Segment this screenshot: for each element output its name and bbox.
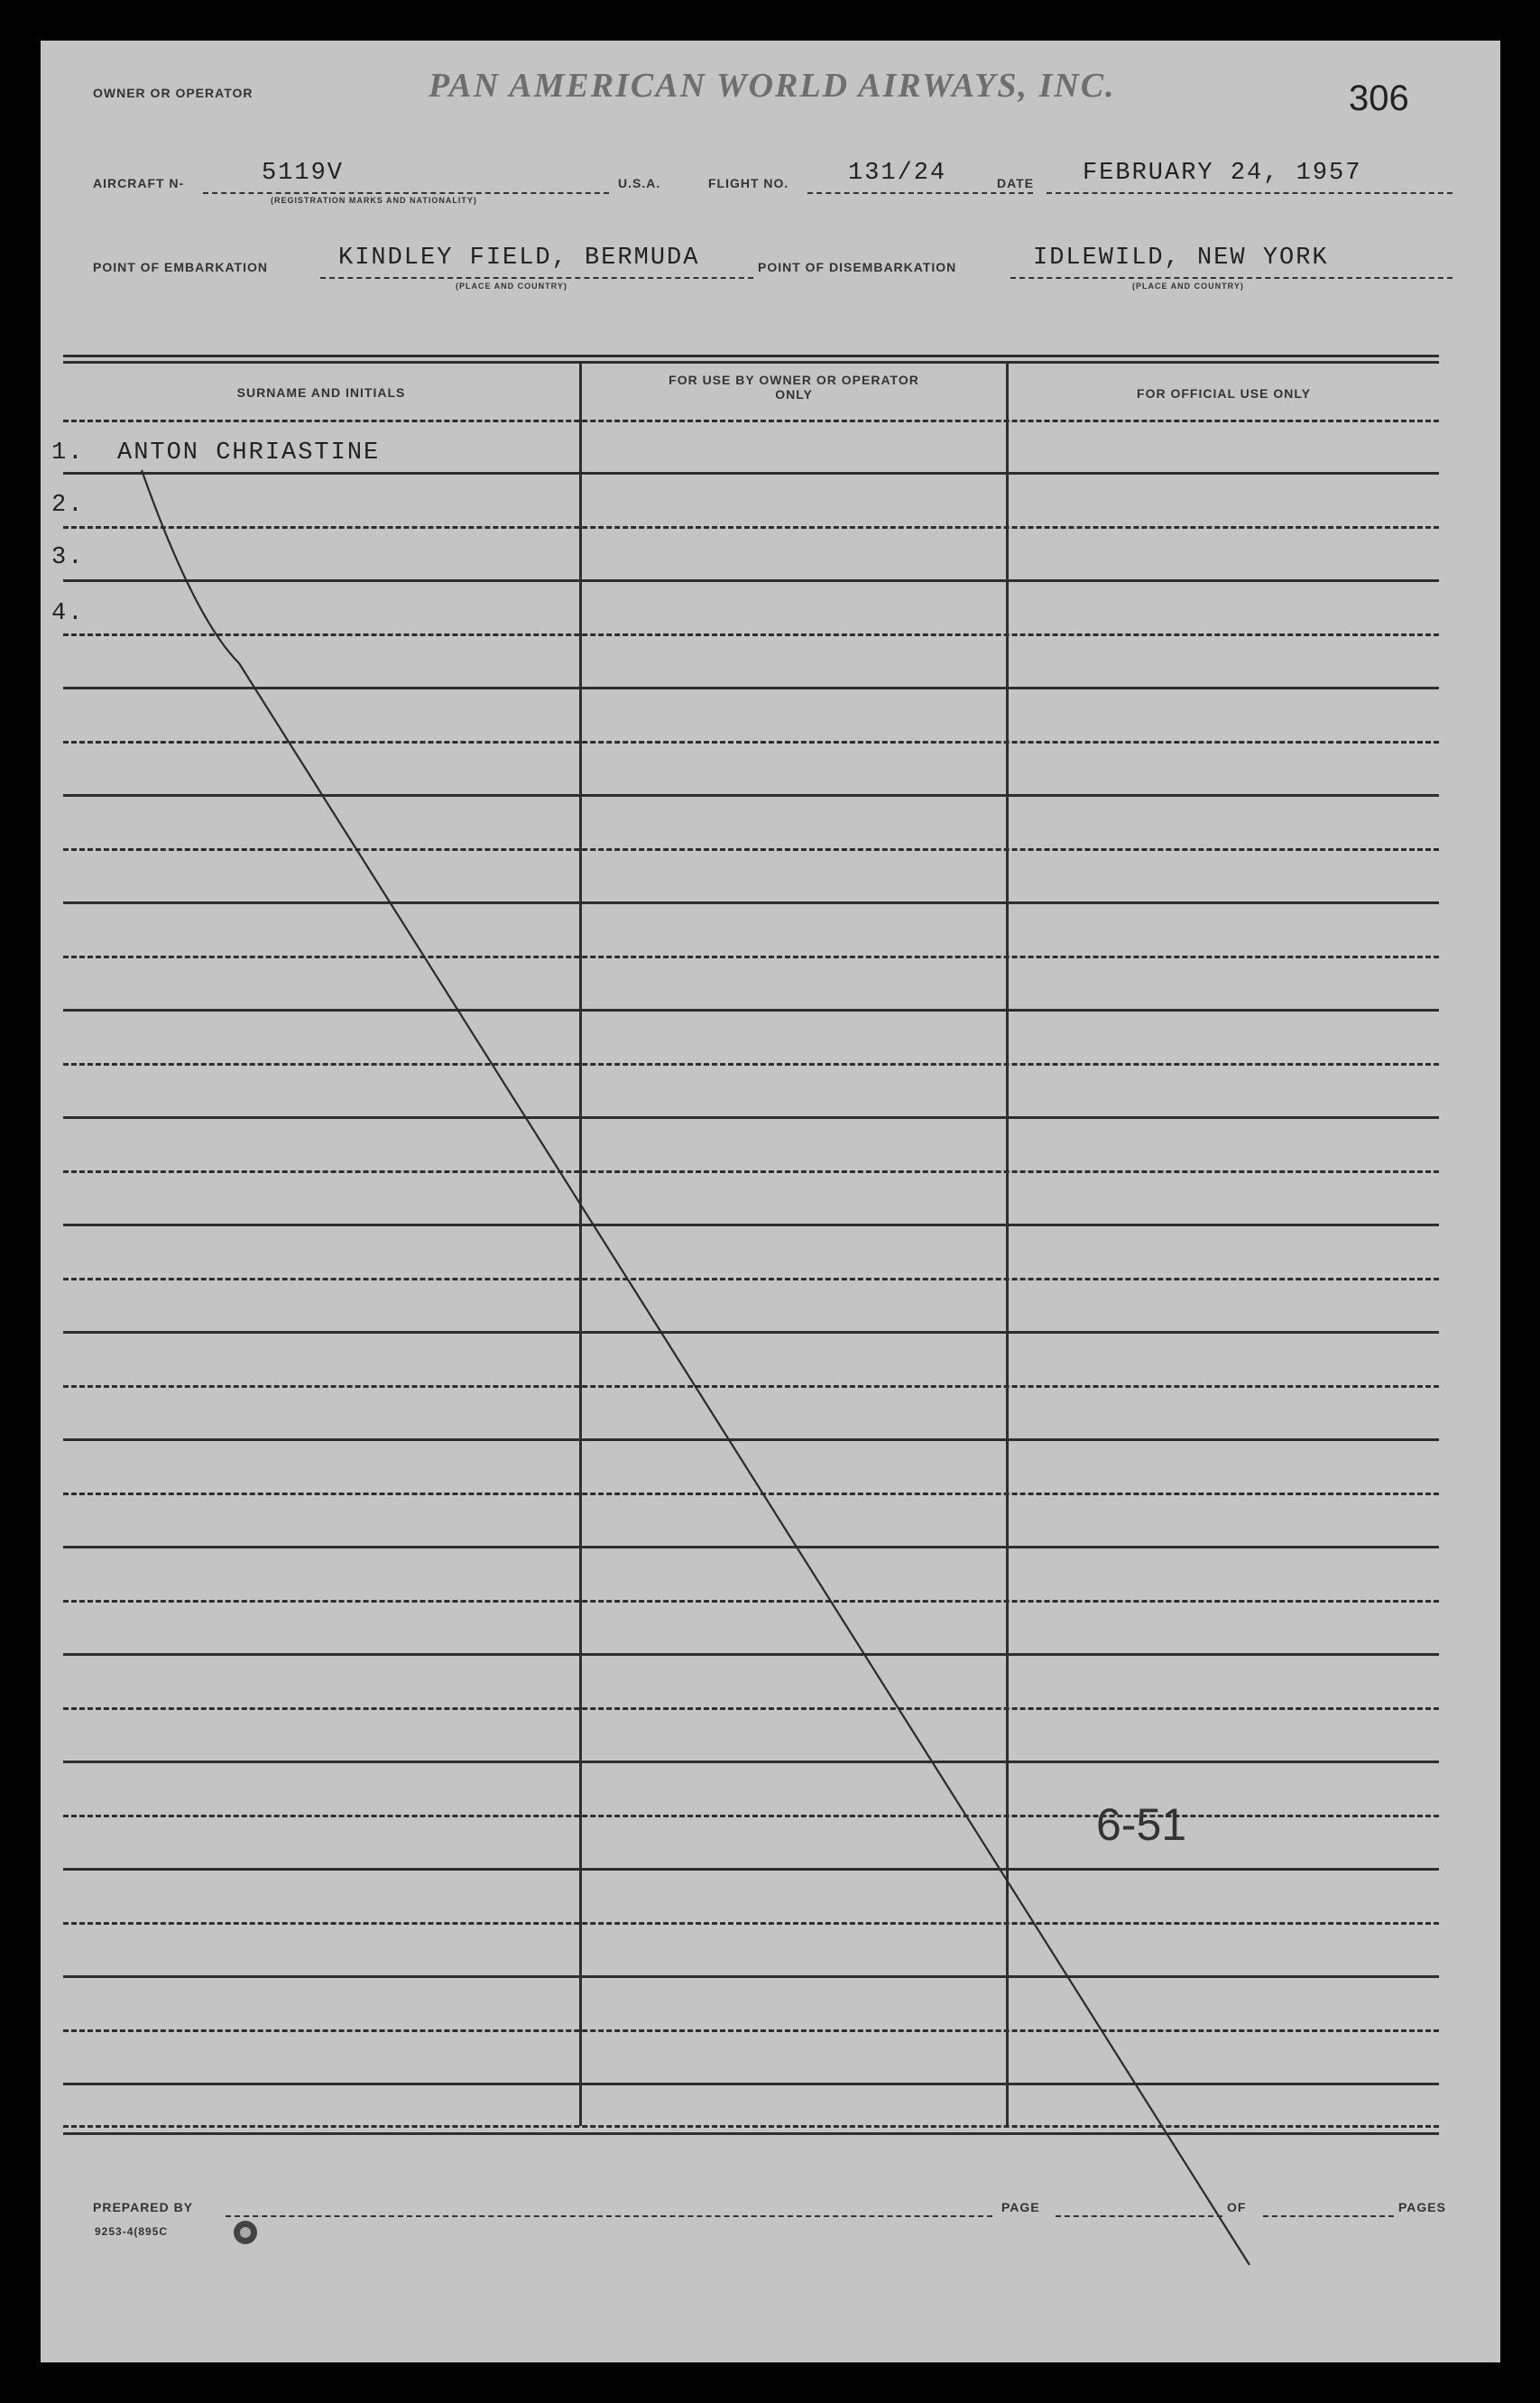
of-label: OF — [1227, 2200, 1247, 2214]
flight-label: FLIGHT NO. — [708, 176, 789, 190]
passenger-name-1: ANTON CHRIASTINE — [117, 439, 381, 467]
row-number-4: 4. — [51, 600, 85, 627]
row-number-1: 1. — [51, 439, 85, 467]
usa-label: U.S.A. — [618, 176, 661, 190]
form-code: 9253-4(895C — [95, 2225, 169, 2238]
cancel-strike-line — [41, 41, 1500, 2362]
row-number-2: 2. — [51, 492, 85, 519]
prepared-by-underline — [226, 2215, 992, 2217]
page-number: 306 — [1349, 79, 1409, 118]
date-label: DATE — [997, 176, 1035, 190]
disembark-caption: (PLACE AND COUNTRY) — [1132, 282, 1244, 291]
prepared-by-label: PREPARED BY — [93, 2200, 194, 2214]
of-underline — [1263, 2215, 1394, 2217]
col-owner-header: FOR USE BY OWNER OR OPERATOR ONLY — [669, 373, 919, 402]
airline-name: PAN AMERICAN WORLD AIRWAYS, INC. — [429, 67, 1116, 105]
aircraft-label: AIRCRAFT N- — [93, 176, 185, 190]
col-surname-header: SURNAME AND INITIALS — [236, 385, 406, 400]
page-label: PAGE — [1001, 2200, 1040, 2214]
embark-label: POINT OF EMBARKATION — [93, 260, 268, 274]
disembark-label: POINT OF DISEMBARKATION — [758, 260, 957, 274]
table-bottom-rule-2 — [63, 2132, 1439, 2135]
embark-caption: (PLACE AND COUNTRY) — [456, 282, 567, 291]
official-handwritten-note: 6-51 — [1096, 1799, 1187, 1850]
pages-label: PAGES — [1398, 2200, 1446, 2214]
date-value: FEBRUARY 24, 1957 — [1083, 160, 1362, 187]
embark-value: KINDLEY FIELD, BERMUDA — [338, 245, 700, 272]
disembark-value: IDLEWILD, NEW YORK — [1033, 245, 1329, 272]
flight-value: 131/24 — [848, 160, 947, 187]
manifest-sheet — [41, 41, 1500, 2362]
row-number-3: 3. — [51, 544, 85, 571]
col-official-header: FOR OFFICIAL USE ONLY — [1137, 386, 1311, 401]
page-underline — [1056, 2215, 1222, 2217]
aircraft-value: 5119V — [262, 160, 345, 187]
owner-label: OWNER OR OPERATOR — [93, 86, 254, 100]
table-bottom-rule — [63, 2125, 1439, 2128]
union-bug-icon — [230, 2217, 261, 2248]
registration-caption: (REGISTRATION MARKS AND NATIONALITY) — [271, 196, 477, 205]
